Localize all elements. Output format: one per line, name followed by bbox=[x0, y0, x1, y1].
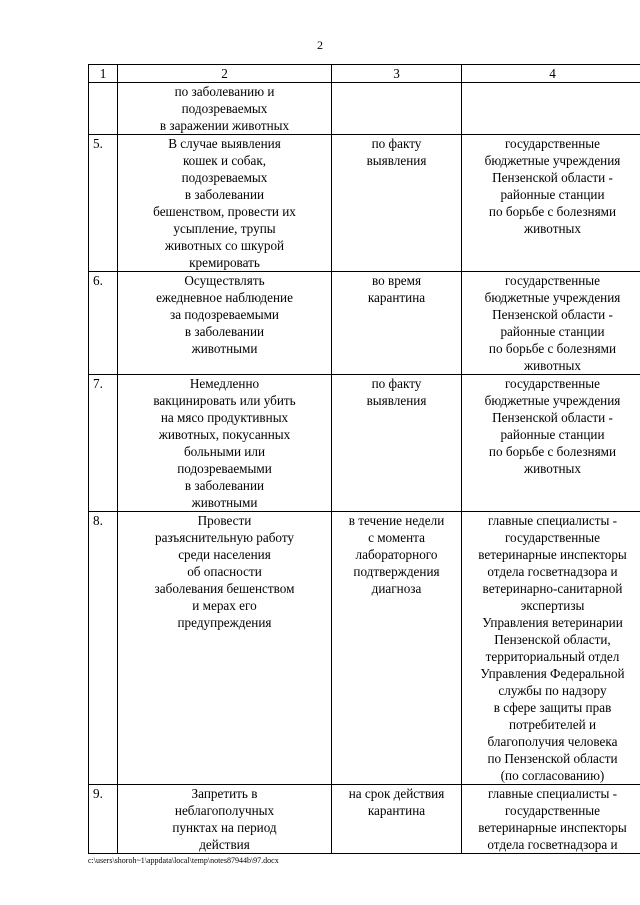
action-text-line: животных со шкурой bbox=[164, 238, 285, 253]
action-text-line: кошек и собак, bbox=[182, 153, 267, 168]
term-text-line: диагноза bbox=[371, 581, 422, 596]
responsible-text-line: районные станции bbox=[500, 187, 605, 202]
responsible-text-line: государственные bbox=[504, 530, 601, 545]
responsible-text-line: экспертизы bbox=[520, 598, 585, 613]
action-text-line: пунктах на период bbox=[172, 820, 277, 835]
action-text-line: по заболеванию и bbox=[174, 84, 275, 99]
row-number-cell bbox=[89, 135, 118, 272]
term-text-line: в течение недели bbox=[348, 513, 445, 528]
term-cell bbox=[332, 375, 462, 512]
header-cell-col3: 3 bbox=[332, 65, 462, 83]
term-text-line: лабораторного bbox=[355, 547, 438, 562]
responsible-text-line: по борьбе с болезнями bbox=[488, 204, 617, 219]
responsible-text-line: государственные bbox=[504, 273, 601, 288]
row-number: 6. bbox=[93, 273, 103, 288]
action-text-line: в заболевании bbox=[184, 478, 265, 493]
term-cell bbox=[332, 272, 462, 375]
row-number: 5. bbox=[93, 136, 103, 151]
footer-file-path: c:\users\shoroh~1\appdata\local\temp\notes87944b\97.docx bbox=[88, 856, 279, 865]
term-text-line: выявления bbox=[366, 393, 427, 408]
responsible-cell bbox=[462, 375, 640, 512]
table-header-row bbox=[89, 65, 640, 83]
responsible-text-line: государственные bbox=[504, 136, 601, 151]
responsible-cell bbox=[462, 83, 640, 135]
responsible-text-line: Пензенской области - bbox=[492, 307, 613, 322]
action-text-line: подозреваемыми bbox=[177, 461, 272, 476]
action-text-line: предупреждения bbox=[177, 615, 272, 630]
action-text-line: за подозреваемыми bbox=[170, 307, 279, 322]
responsible-cell bbox=[462, 512, 640, 785]
action-text-line: разъяснительную работу bbox=[154, 530, 295, 545]
action-text-line: в заражении животных bbox=[159, 118, 290, 133]
row-number: 7. bbox=[93, 376, 103, 391]
responsible-text-line: потребителей и bbox=[508, 717, 597, 732]
term-cell bbox=[332, 83, 462, 135]
action-text-line: кремировать bbox=[189, 255, 260, 270]
header-cell-col4: 4 bbox=[462, 65, 640, 83]
responsible-text-line: Пензенской области - bbox=[492, 170, 613, 185]
responsible-text-line: ветеринарные инспекторы bbox=[478, 820, 627, 835]
action-text-line: животными bbox=[191, 495, 258, 510]
responsible-text-line: службы по надзору bbox=[498, 683, 607, 698]
page-number: 2 bbox=[317, 38, 323, 52]
responsible-text-line: отдела госветнадзора и bbox=[487, 837, 618, 852]
action-text-line: на мясо продуктивных bbox=[160, 410, 289, 425]
header-cell-col1: 1 bbox=[89, 65, 118, 83]
action-text-line: в заболевании bbox=[184, 187, 265, 202]
responsible-text-line: районные станции bbox=[500, 324, 605, 339]
responsible-text-line: животных bbox=[524, 358, 581, 373]
action-cell bbox=[118, 512, 332, 785]
table-row bbox=[89, 785, 640, 854]
action-text-line: усыпление, трупы bbox=[173, 221, 276, 236]
term-cell bbox=[332, 135, 462, 272]
action-text-line: Немедленно bbox=[189, 376, 260, 391]
action-text-line: среди населения bbox=[178, 547, 271, 562]
row-number: 9. bbox=[93, 786, 103, 801]
action-text-line: об опасности bbox=[187, 564, 262, 579]
row-number-cell bbox=[89, 785, 118, 854]
responsible-cell bbox=[462, 135, 640, 272]
term-text-line: по факту bbox=[371, 376, 422, 391]
responsible-text-line: бюджетные учреждения bbox=[484, 393, 621, 408]
term-text-line: выявления bbox=[366, 153, 427, 168]
responsible-text-line: по Пензенской области bbox=[487, 751, 618, 766]
responsible-text-line: (по согласованию) bbox=[500, 768, 605, 783]
responsible-text-line: бюджетные учреждения bbox=[484, 290, 621, 305]
action-text-line: вакцинировать или убить bbox=[153, 393, 296, 408]
responsible-text-line: территориальный отдел bbox=[485, 649, 620, 664]
term-text-line: во время bbox=[371, 273, 422, 288]
action-text-line: животными bbox=[191, 341, 258, 356]
term-text-line: на срок действия bbox=[348, 786, 445, 801]
action-cell bbox=[118, 785, 332, 854]
table-row bbox=[89, 512, 640, 785]
measures-table bbox=[88, 64, 640, 854]
action-text-line: Провести bbox=[197, 513, 252, 528]
term-text-line: с момента bbox=[368, 530, 425, 545]
action-cell bbox=[118, 375, 332, 512]
action-text-line: больными или bbox=[183, 444, 266, 459]
action-text-line: заболевания бешенством bbox=[154, 581, 295, 596]
responsible-text-line: отдела госветнадзора и bbox=[487, 564, 618, 579]
table-row bbox=[89, 83, 640, 135]
term-text-line: подтверждения bbox=[353, 564, 440, 579]
action-text-line: Запретить в bbox=[191, 786, 258, 801]
responsible-text-line: государственные bbox=[504, 803, 601, 818]
action-text-line: подозреваемых bbox=[181, 101, 268, 116]
responsible-text-line: бюджетные учреждения bbox=[484, 153, 621, 168]
row-number-cell bbox=[89, 83, 118, 135]
term-text-line: карантина bbox=[367, 803, 426, 818]
header-cell-col2: 2 bbox=[118, 65, 332, 83]
responsible-text-line: животных bbox=[524, 221, 581, 236]
action-text-line: подозреваемых bbox=[181, 170, 268, 185]
responsible-text-line: главные специалисты - bbox=[487, 786, 618, 801]
responsible-text-line: животных bbox=[524, 461, 581, 476]
action-text-line: животных, покусанных bbox=[158, 427, 291, 442]
row-number: 8. bbox=[93, 513, 103, 528]
term-cell bbox=[332, 512, 462, 785]
term-text-line: карантина bbox=[367, 290, 426, 305]
action-text-line: ежедневное наблюдение bbox=[156, 290, 293, 305]
responsible-text-line: Управления Федеральной bbox=[480, 666, 625, 681]
term-cell bbox=[332, 785, 462, 854]
responsible-text-line: районные станции bbox=[500, 427, 605, 442]
action-text-line: неблагополучных bbox=[174, 803, 275, 818]
action-text-line: бешенством, провести их bbox=[153, 204, 296, 219]
term-text-line: по факту bbox=[371, 136, 422, 151]
responsible-text-line: Пензенской области - bbox=[492, 410, 613, 425]
action-cell bbox=[118, 272, 332, 375]
responsible-text-line: Управления ветеринарии bbox=[482, 615, 623, 630]
responsible-cell bbox=[462, 785, 640, 854]
action-cell bbox=[118, 83, 332, 135]
responsible-text-line: в сфере защиты прав bbox=[493, 700, 612, 715]
responsible-text-line: по борьбе с болезнями bbox=[488, 444, 617, 459]
row-number-cell bbox=[89, 375, 118, 512]
action-text-line: и мерах его bbox=[192, 598, 257, 613]
responsible-text-line: благополучия человека bbox=[487, 734, 618, 749]
action-text-line: Осуществлять bbox=[184, 273, 265, 288]
table-row bbox=[89, 272, 640, 375]
action-text-line: в заболевании bbox=[184, 324, 265, 339]
responsible-text-line: Пензенской области, bbox=[494, 632, 611, 647]
action-text-line: действия bbox=[199, 837, 250, 852]
responsible-cell bbox=[462, 272, 640, 375]
row-number-cell bbox=[89, 272, 118, 375]
table-row bbox=[89, 375, 640, 512]
action-cell bbox=[118, 135, 332, 272]
table-row bbox=[89, 135, 640, 272]
action-text-line: В случае выявления bbox=[168, 136, 281, 151]
row-number-cell bbox=[89, 512, 118, 785]
responsible-text-line: государственные bbox=[504, 376, 601, 391]
responsible-text-line: по борьбе с болезнями bbox=[488, 341, 617, 356]
responsible-text-line: ветеринарные инспекторы bbox=[478, 547, 627, 562]
responsible-text-line: главные специалисты - bbox=[487, 513, 618, 528]
responsible-text-line: ветеринарно-санитарной bbox=[482, 581, 623, 596]
